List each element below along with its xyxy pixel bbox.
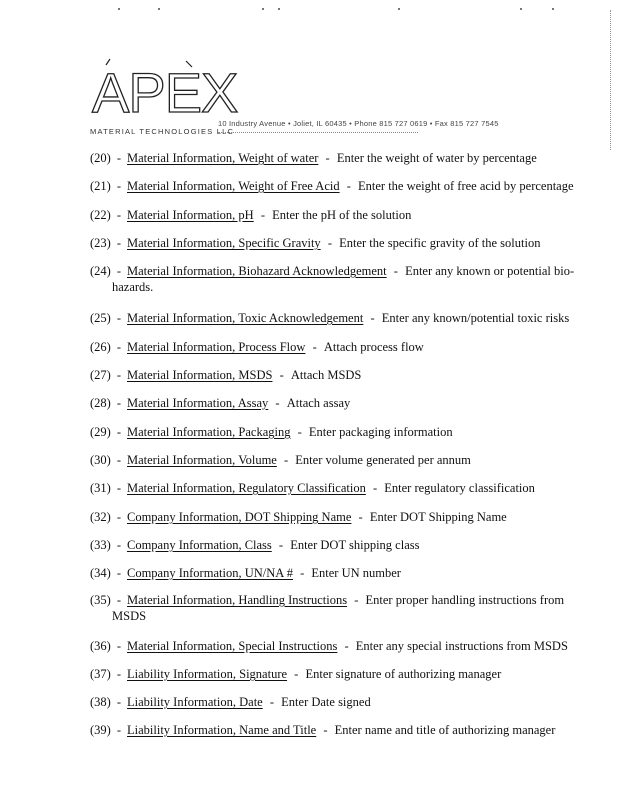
list-item bbox=[90, 339, 590, 355]
contact-line: 10 Industry Avenue • Joliet, IL 60435 • Phone 815 727 0619 • Fax 815 727 7545 bbox=[218, 119, 499, 128]
item-desc-separator: - bbox=[309, 340, 320, 354]
item-desc-separator: - bbox=[280, 453, 292, 467]
scan-speck bbox=[520, 8, 522, 10]
item-description: Enter UN number bbox=[311, 566, 401, 580]
item-number: (25) bbox=[90, 311, 111, 325]
item-number: (20) bbox=[90, 151, 111, 165]
item-separator: - bbox=[116, 695, 121, 709]
item-desc-separator: - bbox=[322, 151, 333, 165]
list-item bbox=[90, 565, 590, 581]
item-desc-separator: - bbox=[369, 481, 381, 495]
item-field-name: Material Information, Handling Instructions bbox=[127, 593, 348, 607]
item-field-name: Material Information, Process Flow bbox=[127, 340, 306, 354]
letterhead bbox=[84, 55, 584, 143]
item-desc-separator: - bbox=[291, 667, 302, 681]
item-number: (30) bbox=[90, 453, 111, 467]
item-description: Enter the weight of free acid by percentage bbox=[358, 179, 574, 193]
item-separator: - bbox=[116, 566, 121, 580]
list-item bbox=[90, 263, 590, 295]
item-number: (39) bbox=[90, 723, 111, 737]
item-description: Enter regulatory classification bbox=[384, 481, 535, 495]
item-field-name: Company Information, UN/NA # bbox=[127, 566, 293, 580]
item-desc-separator: - bbox=[351, 593, 362, 607]
item-number: (27) bbox=[90, 368, 111, 382]
item-description: Enter DOT shipping class bbox=[290, 538, 420, 552]
item-separator: - bbox=[116, 425, 121, 439]
item-separator: - bbox=[116, 593, 121, 607]
item-description: Enter the specific gravity of the solution bbox=[339, 236, 541, 250]
item-separator: - bbox=[116, 179, 121, 193]
item-number: (24) bbox=[90, 264, 111, 278]
item-desc-separator: - bbox=[276, 368, 287, 382]
item-separator: - bbox=[116, 481, 121, 495]
item-separator: - bbox=[116, 510, 121, 524]
item-separator: - bbox=[116, 453, 121, 467]
list-item bbox=[90, 509, 590, 525]
item-field-name: Company Information, DOT Shipping Name bbox=[127, 510, 352, 524]
item-field-name: Material Information, Specific Gravity bbox=[127, 236, 321, 250]
item-separator: - bbox=[116, 264, 121, 278]
item-field-name: Company Information, Class bbox=[127, 538, 272, 552]
item-number: (32) bbox=[90, 510, 111, 524]
item-separator: - bbox=[116, 667, 121, 681]
item-description-continued: MSDS bbox=[112, 609, 147, 623]
item-number: (35) bbox=[90, 593, 111, 607]
item-desc-separator: - bbox=[272, 396, 283, 410]
item-field-name: Material Information, Packaging bbox=[127, 425, 291, 439]
item-number: (21) bbox=[90, 179, 111, 193]
item-number: (36) bbox=[90, 639, 111, 653]
item-number: (28) bbox=[90, 396, 111, 410]
item-description: Enter any special instructions from MSDS bbox=[355, 639, 568, 653]
item-number: (29) bbox=[90, 425, 111, 439]
item-number: (38) bbox=[90, 695, 111, 709]
item-desc-separator: - bbox=[257, 208, 269, 222]
scan-specks bbox=[0, 8, 618, 14]
list-item bbox=[90, 310, 590, 326]
item-number: (37) bbox=[90, 667, 111, 681]
item-description: Enter the weight of water by percentage bbox=[336, 151, 537, 165]
list-item bbox=[90, 666, 590, 682]
item-field-name: Material Information, Volume bbox=[127, 453, 277, 467]
item-field-name: Material Information, Weight of Free Acid bbox=[127, 179, 340, 193]
item-number: (33) bbox=[90, 538, 111, 552]
item-description: Enter packaging information bbox=[308, 425, 453, 439]
item-desc-separator: - bbox=[390, 264, 402, 278]
item-desc-separator: - bbox=[341, 639, 352, 653]
list-item bbox=[90, 424, 590, 440]
item-description: Enter name and title of authorizing manager bbox=[334, 723, 556, 737]
item-description: Enter proper handling instructions from bbox=[365, 593, 565, 607]
item-separator: - bbox=[116, 368, 121, 382]
list-item bbox=[90, 207, 590, 223]
item-separator: - bbox=[116, 396, 121, 410]
item-description: Enter signature of authorizing manager bbox=[305, 667, 502, 681]
list-item bbox=[90, 480, 590, 496]
list-item bbox=[90, 592, 590, 624]
item-field-name: Material Information, Toxic Acknowledgement bbox=[127, 311, 364, 325]
item-description: Enter any known/potential toxic risks bbox=[381, 311, 570, 325]
item-desc-separator: - bbox=[343, 179, 355, 193]
scan-speck bbox=[398, 8, 400, 10]
list-item bbox=[90, 722, 590, 738]
item-separator: - bbox=[116, 208, 121, 222]
item-separator: - bbox=[116, 236, 121, 250]
item-field-name: Material Information, pH bbox=[127, 208, 254, 222]
item-description: Enter Date signed bbox=[281, 695, 371, 709]
item-description: Enter volume generated per annum bbox=[295, 453, 471, 467]
header-divider bbox=[218, 132, 418, 133]
item-number: (23) bbox=[90, 236, 111, 250]
item-description: Enter the pH of the solution bbox=[272, 208, 412, 222]
item-field-name: Material Information, Weight of water bbox=[127, 151, 319, 165]
item-separator: - bbox=[116, 340, 121, 354]
item-number: (22) bbox=[90, 208, 111, 222]
list-item bbox=[90, 452, 590, 468]
item-separator: - bbox=[116, 639, 121, 653]
item-field-name: Liability Information, Signature bbox=[127, 667, 288, 681]
item-field-name: Material Information, Special Instructions bbox=[127, 639, 338, 653]
item-description: Attach process flow bbox=[323, 340, 424, 354]
item-description: Enter any known or potential bio- bbox=[405, 264, 575, 278]
item-field-name: Liability Information, Date bbox=[127, 695, 263, 709]
list-item bbox=[90, 395, 590, 411]
list-item bbox=[90, 150, 590, 166]
item-field-name: Material Information, Assay bbox=[127, 396, 269, 410]
item-field-name: Material Information, Regulatory Classification bbox=[127, 481, 366, 495]
item-desc-separator: - bbox=[320, 723, 331, 737]
scan-speck bbox=[262, 8, 264, 10]
item-separator: - bbox=[116, 538, 121, 552]
logo-wordmark: APEX bbox=[92, 61, 238, 124]
list-item bbox=[90, 694, 590, 710]
item-number: (26) bbox=[90, 340, 111, 354]
item-desc-separator: - bbox=[324, 236, 336, 250]
item-desc-separator: - bbox=[275, 538, 287, 552]
scan-speck bbox=[118, 8, 120, 10]
item-desc-separator: - bbox=[367, 311, 378, 325]
item-separator: - bbox=[116, 151, 121, 165]
item-desc-separator: - bbox=[296, 566, 308, 580]
item-separator: - bbox=[116, 311, 121, 325]
company-logo bbox=[84, 55, 238, 136]
item-description: Attach assay bbox=[286, 396, 351, 410]
item-number: (31) bbox=[90, 481, 111, 495]
item-separator: - bbox=[116, 723, 121, 737]
scan-edge bbox=[610, 10, 613, 150]
item-desc-separator: - bbox=[355, 510, 366, 524]
list-item bbox=[90, 537, 590, 553]
list-item bbox=[90, 235, 590, 251]
item-description: Attach MSDS bbox=[290, 368, 362, 382]
item-field-name: Material Information, MSDS bbox=[127, 368, 273, 382]
logo-tagline: MATERIAL TECHNOLOGIES LLC bbox=[90, 127, 235, 136]
item-number: (34) bbox=[90, 566, 111, 580]
item-desc-separator: - bbox=[294, 425, 305, 439]
scan-speck bbox=[278, 8, 280, 10]
list-item bbox=[90, 367, 590, 383]
scan-speck bbox=[552, 8, 554, 10]
list-item bbox=[90, 178, 590, 194]
scan-speck bbox=[158, 8, 160, 10]
list-item bbox=[90, 638, 590, 654]
item-field-name: Liability Information, Name and Title bbox=[127, 723, 317, 737]
item-desc-separator: - bbox=[266, 695, 278, 709]
item-field-name: Material Information, Biohazard Acknowledgement bbox=[127, 264, 387, 278]
item-description: Enter DOT Shipping Name bbox=[369, 510, 507, 524]
item-description-continued: hazards. bbox=[112, 280, 154, 294]
